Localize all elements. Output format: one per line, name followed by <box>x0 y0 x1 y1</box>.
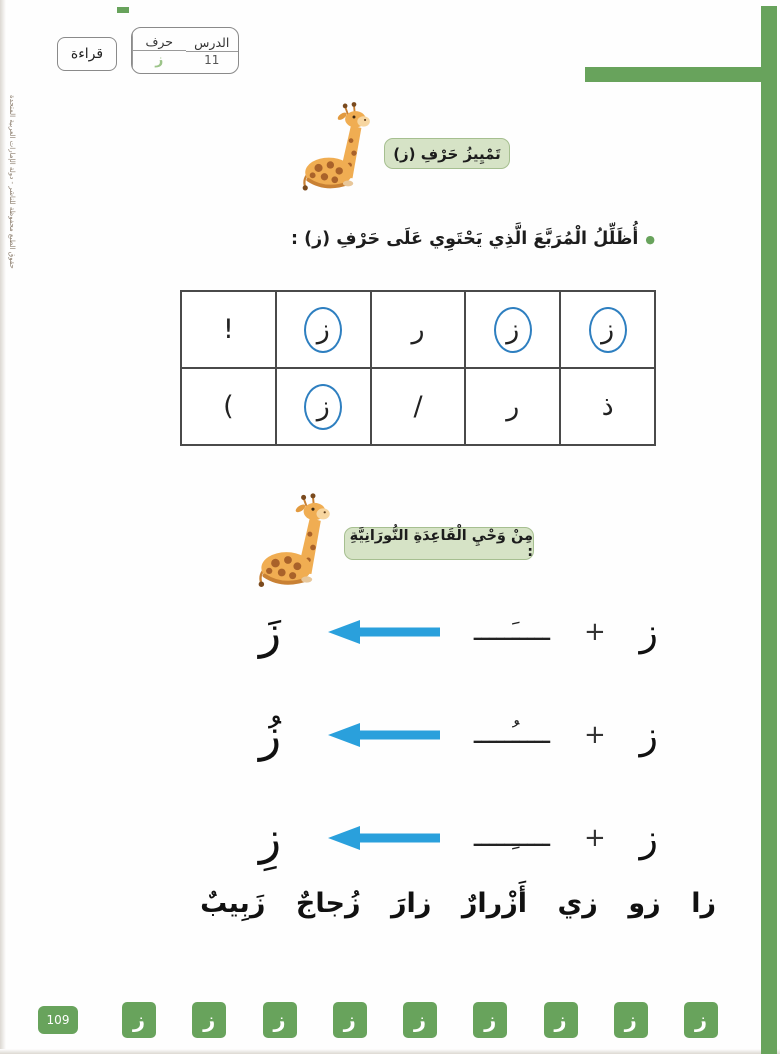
table-cell <box>560 368 655 445</box>
table-letter: ذ <box>601 391 614 422</box>
circled-zay-letter: ز <box>304 384 342 430</box>
giraffe-icon <box>252 490 338 594</box>
table-letter: ر <box>411 314 425 345</box>
kashida-with-mark: ـــــُـــــ <box>473 720 551 750</box>
letter-tile: ز <box>684 1002 718 1038</box>
lesson-cell <box>186 28 239 73</box>
table-letter: / <box>413 391 423 422</box>
lesson-number: 11 <box>204 52 220 67</box>
top-left-mark <box>117 7 129 13</box>
word: زا <box>691 888 716 919</box>
giraffe-icon <box>296 100 378 196</box>
letter-tile: ز <box>122 1002 156 1038</box>
word: أَزْرارٌ <box>461 888 528 919</box>
table-letter: ! <box>223 314 234 345</box>
combination-row <box>246 596 658 668</box>
table-cell <box>465 291 560 368</box>
plus-sign: + <box>583 823 606 853</box>
letter-table <box>180 290 656 446</box>
reading-badge <box>57 37 117 71</box>
reading-label: قراءة <box>70 46 104 62</box>
base-letter: ز <box>639 610 658 654</box>
section1-instruction <box>291 229 655 249</box>
table-cell <box>371 368 466 445</box>
lesson-label: الدرس <box>186 35 239 52</box>
word: زَبِيبٌ <box>200 888 266 919</box>
plus-sign: + <box>583 617 606 647</box>
top-decorative-strip <box>585 67 763 82</box>
result-letter: زَ <box>258 605 282 659</box>
result-letter: زِ <box>258 811 282 865</box>
combination-row <box>246 802 658 874</box>
plus-sign: + <box>583 720 606 750</box>
word: زُجاجٌ <box>295 888 361 919</box>
lesson-header-box <box>131 27 239 74</box>
letter-tiles-row <box>122 1002 718 1038</box>
page-edge-strip <box>761 6 777 1054</box>
table-cell <box>560 291 655 368</box>
giraffe-illustration <box>252 490 338 594</box>
base-letter: ز <box>639 816 658 860</box>
letter-tile: ز <box>544 1002 578 1038</box>
page-bottom-edge <box>0 1049 780 1054</box>
page-left-edge <box>0 0 6 1054</box>
word: زارَ <box>391 888 432 919</box>
table-letter: ر <box>506 391 520 422</box>
instruction-text: أُظَلِّلُ الْمُرَبَّعَ الَّذِي يَحْتَوِي عَلَى حَرْفِ (ز) : <box>291 229 639 249</box>
circled-zay-letter: ز <box>494 307 532 353</box>
combination-rows <box>246 596 658 874</box>
table-cell <box>181 368 276 445</box>
bullet-icon: ● <box>645 232 655 246</box>
table-letter: ( <box>223 391 234 422</box>
words-row <box>200 888 716 919</box>
arrow-left-icon <box>328 619 440 645</box>
letter-tile: ز <box>263 1002 297 1038</box>
table-cell <box>276 291 371 368</box>
letter-value: ز <box>155 51 164 68</box>
kashida-with-mark: ـــــَـــــ <box>473 617 551 647</box>
combination-row <box>246 699 658 771</box>
arrow-left-icon <box>328 722 440 748</box>
kashida-with-mark: ـــــِـــــ <box>473 823 551 853</box>
table-cell <box>181 291 276 368</box>
letter-tile: ز <box>192 1002 226 1038</box>
letter-tile: ز <box>333 1002 367 1038</box>
arrow-left-icon <box>328 825 440 851</box>
giraffe-illustration <box>296 100 378 196</box>
word: زي <box>557 888 598 919</box>
letter-cell <box>132 28 186 73</box>
section1-title: تَمْيِيزُ حَرْفِ (ز) <box>384 138 510 169</box>
word: زو <box>628 888 661 919</box>
spine-copyright-text: حقوق الطبع محفوظة للناشر - دولة الإمارات العربية المتحدة <box>8 95 16 269</box>
base-letter: ز <box>639 713 658 757</box>
table-cell <box>371 291 466 368</box>
table-cell <box>276 368 371 445</box>
letter-label: حرف <box>133 34 186 51</box>
letter-tile: ز <box>403 1002 437 1038</box>
letter-tile: ز <box>614 1002 648 1038</box>
result-letter: زُ <box>258 708 282 762</box>
section2-title: مِنْ وَحْيِ الْقَاعِدَةِ النُّورَانِيَّةِ : <box>344 527 534 560</box>
circled-zay-letter: ز <box>304 307 342 353</box>
page-number-badge: 109 <box>38 1006 78 1034</box>
table-cell <box>465 368 560 445</box>
circled-zay-letter: ز <box>589 307 627 353</box>
letter-tile: ز <box>473 1002 507 1038</box>
